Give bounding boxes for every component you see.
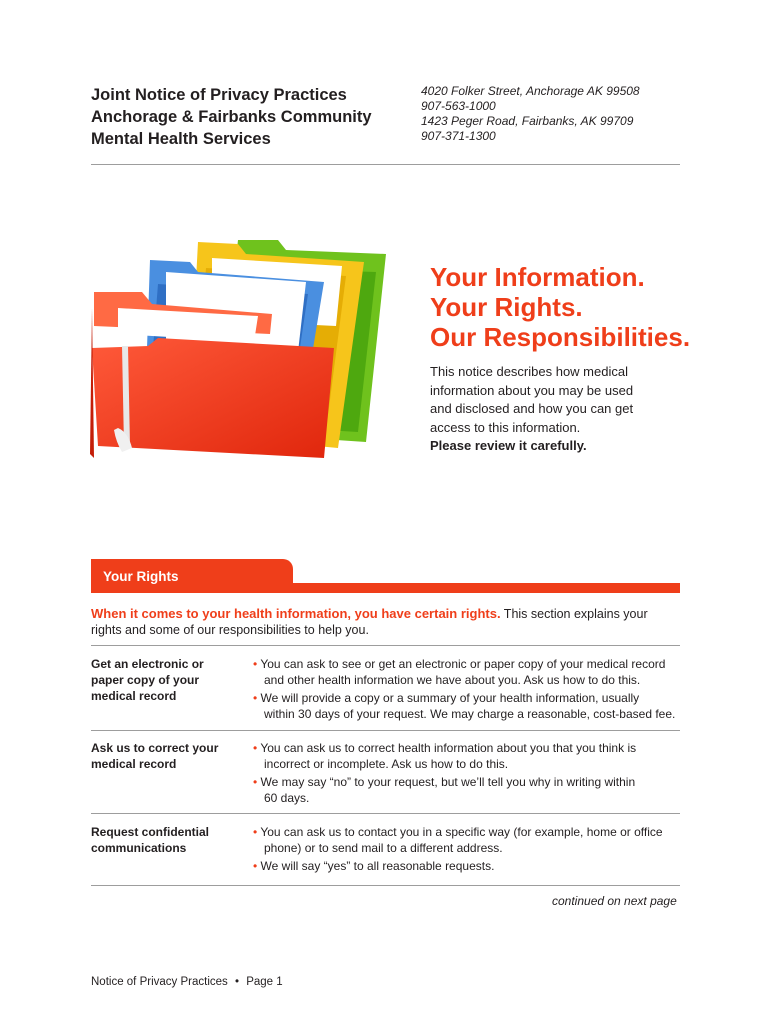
list-item — [253, 824, 693, 856]
row-divider — [91, 645, 680, 646]
intro-text: This section explains your — [500, 607, 648, 621]
page-footer — [91, 976, 283, 988]
label-line: Request confidential — [91, 825, 210, 839]
bullet-text: You can ask to see or get an electronic or paper copy of your medical record — [260, 657, 666, 671]
list-item — [253, 656, 693, 688]
organization-title — [91, 84, 411, 150]
label-line: paper copy of your — [91, 673, 200, 687]
address-line: 1423 Peger Road, Fairbanks, AK 99709 — [421, 114, 634, 128]
title-line: Joint Notice of Privacy Practices — [91, 86, 347, 104]
continued-note: continued on next page — [552, 894, 677, 908]
header-divider — [91, 164, 680, 165]
title-line: Mental Health Services — [91, 130, 271, 148]
bullet-text: We may say “no” to your request, but we’ll tell you why in writing within — [260, 775, 636, 789]
right-label-confidential — [91, 824, 241, 856]
bullet-icon: • — [253, 657, 258, 671]
description-line: This notice describes how medical — [430, 364, 628, 379]
right-label-copy — [91, 656, 241, 704]
section-tab-label: Your Rights — [103, 569, 179, 584]
section-intro — [91, 606, 691, 638]
page-number: Page 1 — [246, 976, 283, 988]
bullet-icon: • — [253, 691, 258, 705]
label-line: Ask us to correct your — [91, 741, 219, 755]
bullet-text: We will say “yes” to all reasonable requests. — [260, 859, 495, 873]
intro-lead: When it comes to your health information, you have certain rights. — [91, 606, 501, 621]
list-item — [253, 858, 693, 874]
address-block — [421, 84, 640, 144]
bullet-text: within 30 days of your request. We may charge a reasonable, cost-based fee. — [264, 707, 676, 721]
bullet-icon: • — [253, 775, 258, 789]
list-item — [253, 774, 693, 806]
bullet-icon: • — [253, 741, 258, 755]
phone-line: 907-371-1300 — [421, 129, 496, 143]
folders-illustration — [88, 228, 408, 460]
description-line: and disclosed and how you can get — [430, 401, 634, 416]
bullet-text: phone) or to send mail to a different address. — [264, 841, 503, 855]
row-divider — [91, 885, 680, 886]
list-item — [253, 740, 693, 772]
footer-title: Notice of Privacy Practices — [91, 976, 228, 988]
phone-line: 907-563-1000 — [421, 99, 496, 113]
hero-heading — [430, 262, 690, 352]
row-divider — [91, 813, 680, 814]
hero-heading-line: Your Information. — [430, 262, 645, 292]
title-line: Anchorage & Fairbanks Community — [91, 108, 372, 126]
intro-text: rights and some of our responsibilities to help you. — [91, 623, 369, 637]
bullet-text: You can ask us to contact you in a specific way (for example, home or office — [260, 825, 663, 839]
right-details-copy — [253, 656, 693, 724]
bullet-text: incorrect or incomplete. Ask us how to do this. — [264, 757, 509, 771]
section-tab-bar — [91, 583, 680, 593]
bullet-icon: • — [253, 859, 258, 873]
label-line: medical record — [91, 689, 177, 703]
description-line: information about you may be used — [430, 382, 634, 398]
bullet-text: and other health information we have about you. Ask us how to do this. — [264, 673, 641, 687]
address-line: 4020 Folker Street, Anchorage AK 99508 — [421, 84, 640, 98]
review-notice: Please review it carefully. — [430, 438, 587, 453]
footer-separator: • — [234, 976, 239, 988]
hero-description — [430, 363, 680, 456]
label-line: communications — [91, 841, 187, 855]
right-details-confidential — [253, 824, 693, 876]
hero-heading-line: Our Responsibilities. — [430, 322, 691, 352]
hero-heading-line: Your Rights. — [430, 292, 583, 322]
list-item — [253, 690, 693, 722]
bullet-text: 60 days. — [264, 791, 310, 805]
bullet-text: You can ask us to correct health information about you that you think is — [260, 741, 637, 755]
bullet-text: We will provide a copy or a summary of your health information, usually — [260, 691, 640, 705]
description-line: access to this information. — [430, 419, 581, 435]
label-line: Get an electronic or — [91, 657, 204, 671]
right-details-correct — [253, 740, 693, 808]
label-line: medical record — [91, 757, 177, 771]
right-label-correct — [91, 740, 241, 772]
bullet-icon: • — [253, 825, 258, 839]
row-divider — [91, 730, 680, 731]
